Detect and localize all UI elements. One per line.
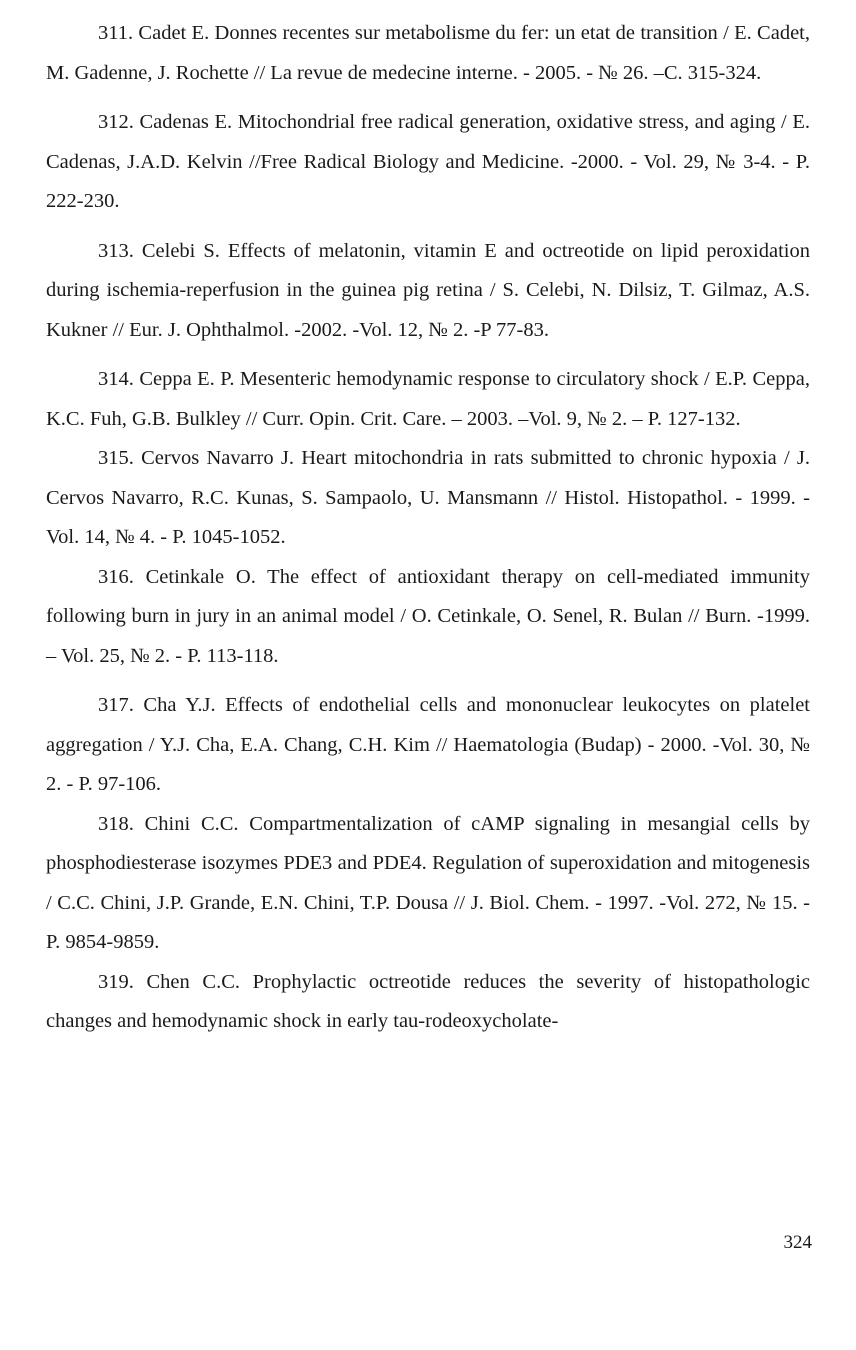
reference-314: 314. Ceppa E. P. Mesenteric hemodynamic response to circulatory shock / E.P. Ceppa, K.C. Fuh, G.B. Bulkley // Curr. Opin. Crit. Care. – 2003. –Vol. 9, № 2. – P. 127-132. (46, 368, 810, 430)
reference-311: 311. Cadet E. Donnes recentes sur metabolisme du fer: un etat de transition / E. Cadet, M. Gadenne, J. Rochette // La revue de medecine interne. - 2005. - № 26. –C. 315-324. (46, 22, 810, 84)
reference-317: 317. Cha Y.J. Effects of endothelial cells and mononuclear leukocytes on platelet aggregation / Y.J. Cha, E.A. Chang, C.H. Kim // Haematologia (Budap) - 2000. -Vol. 30, № 2. - P. 97-106. (46, 694, 810, 795)
reference-318: 318. Chini C.C. Compartmentalization of cAMP signaling in mesangial cells by phosphodiesterase isozymes PDE3 and PDE4. Regulation of superoxidation and mitogenesis / C.C. Chini, J.P. Grande, E.N. Chini, T.P. Dousa // J. Biol. Chem. - 1997. -Vol. 272, № 15. - P. 9854-9859. (46, 812, 810, 953)
reference-312: 312. Cadenas E. Mitochondrial free radical generation, oxidative stress, and aging / E. Cadenas, J.A.D. Kelvin //Free Radical Biology and Medicine. -2000. - Vol. 29, № 3-4. - P. 222-230. (46, 111, 810, 212)
reference-313: 313. Celebi S. Effects of melatonin, vitamin E and octreotide on lipid peroxidation during ischemia-reperfusion in the guinea pig retina / S. Celebi, N. Dilsiz, T. Gilmaz, A.S. Kukner // Eur. J. Ophthalmol. -2002. -Vol. 12, № 2. -P 77-83. (46, 239, 810, 341)
reference-319: 319. Chen C.C. Prophylactic octreotide reduces the severity of histopathologic changes and hemodynamic shock in early tau-rodeoxycholate- (46, 970, 810, 1032)
reference-315: 315. Cervos Navarro J. Heart mitochondria in rats submitted to chronic hypoxia / J. Cervos Navarro, R.C. Kunas, S. Sampaolo, U. Mansmann // Histol. Histopathol. - 1999. - Vol. 14, № 4. - P. 1045-1052. (46, 447, 810, 548)
page-number: 324 (783, 1232, 812, 1253)
reference-316: 316. Cetinkale O. The effect of antioxidant therapy on cell-mediated immunity following burn in jury in an animal model / O. Cetinkale, O. Senel, R. Bulan // Burn. -1999. – Vol. 25, № 2. - P. 113-118. (46, 565, 810, 667)
reference-list (46, 14, 810, 1042)
